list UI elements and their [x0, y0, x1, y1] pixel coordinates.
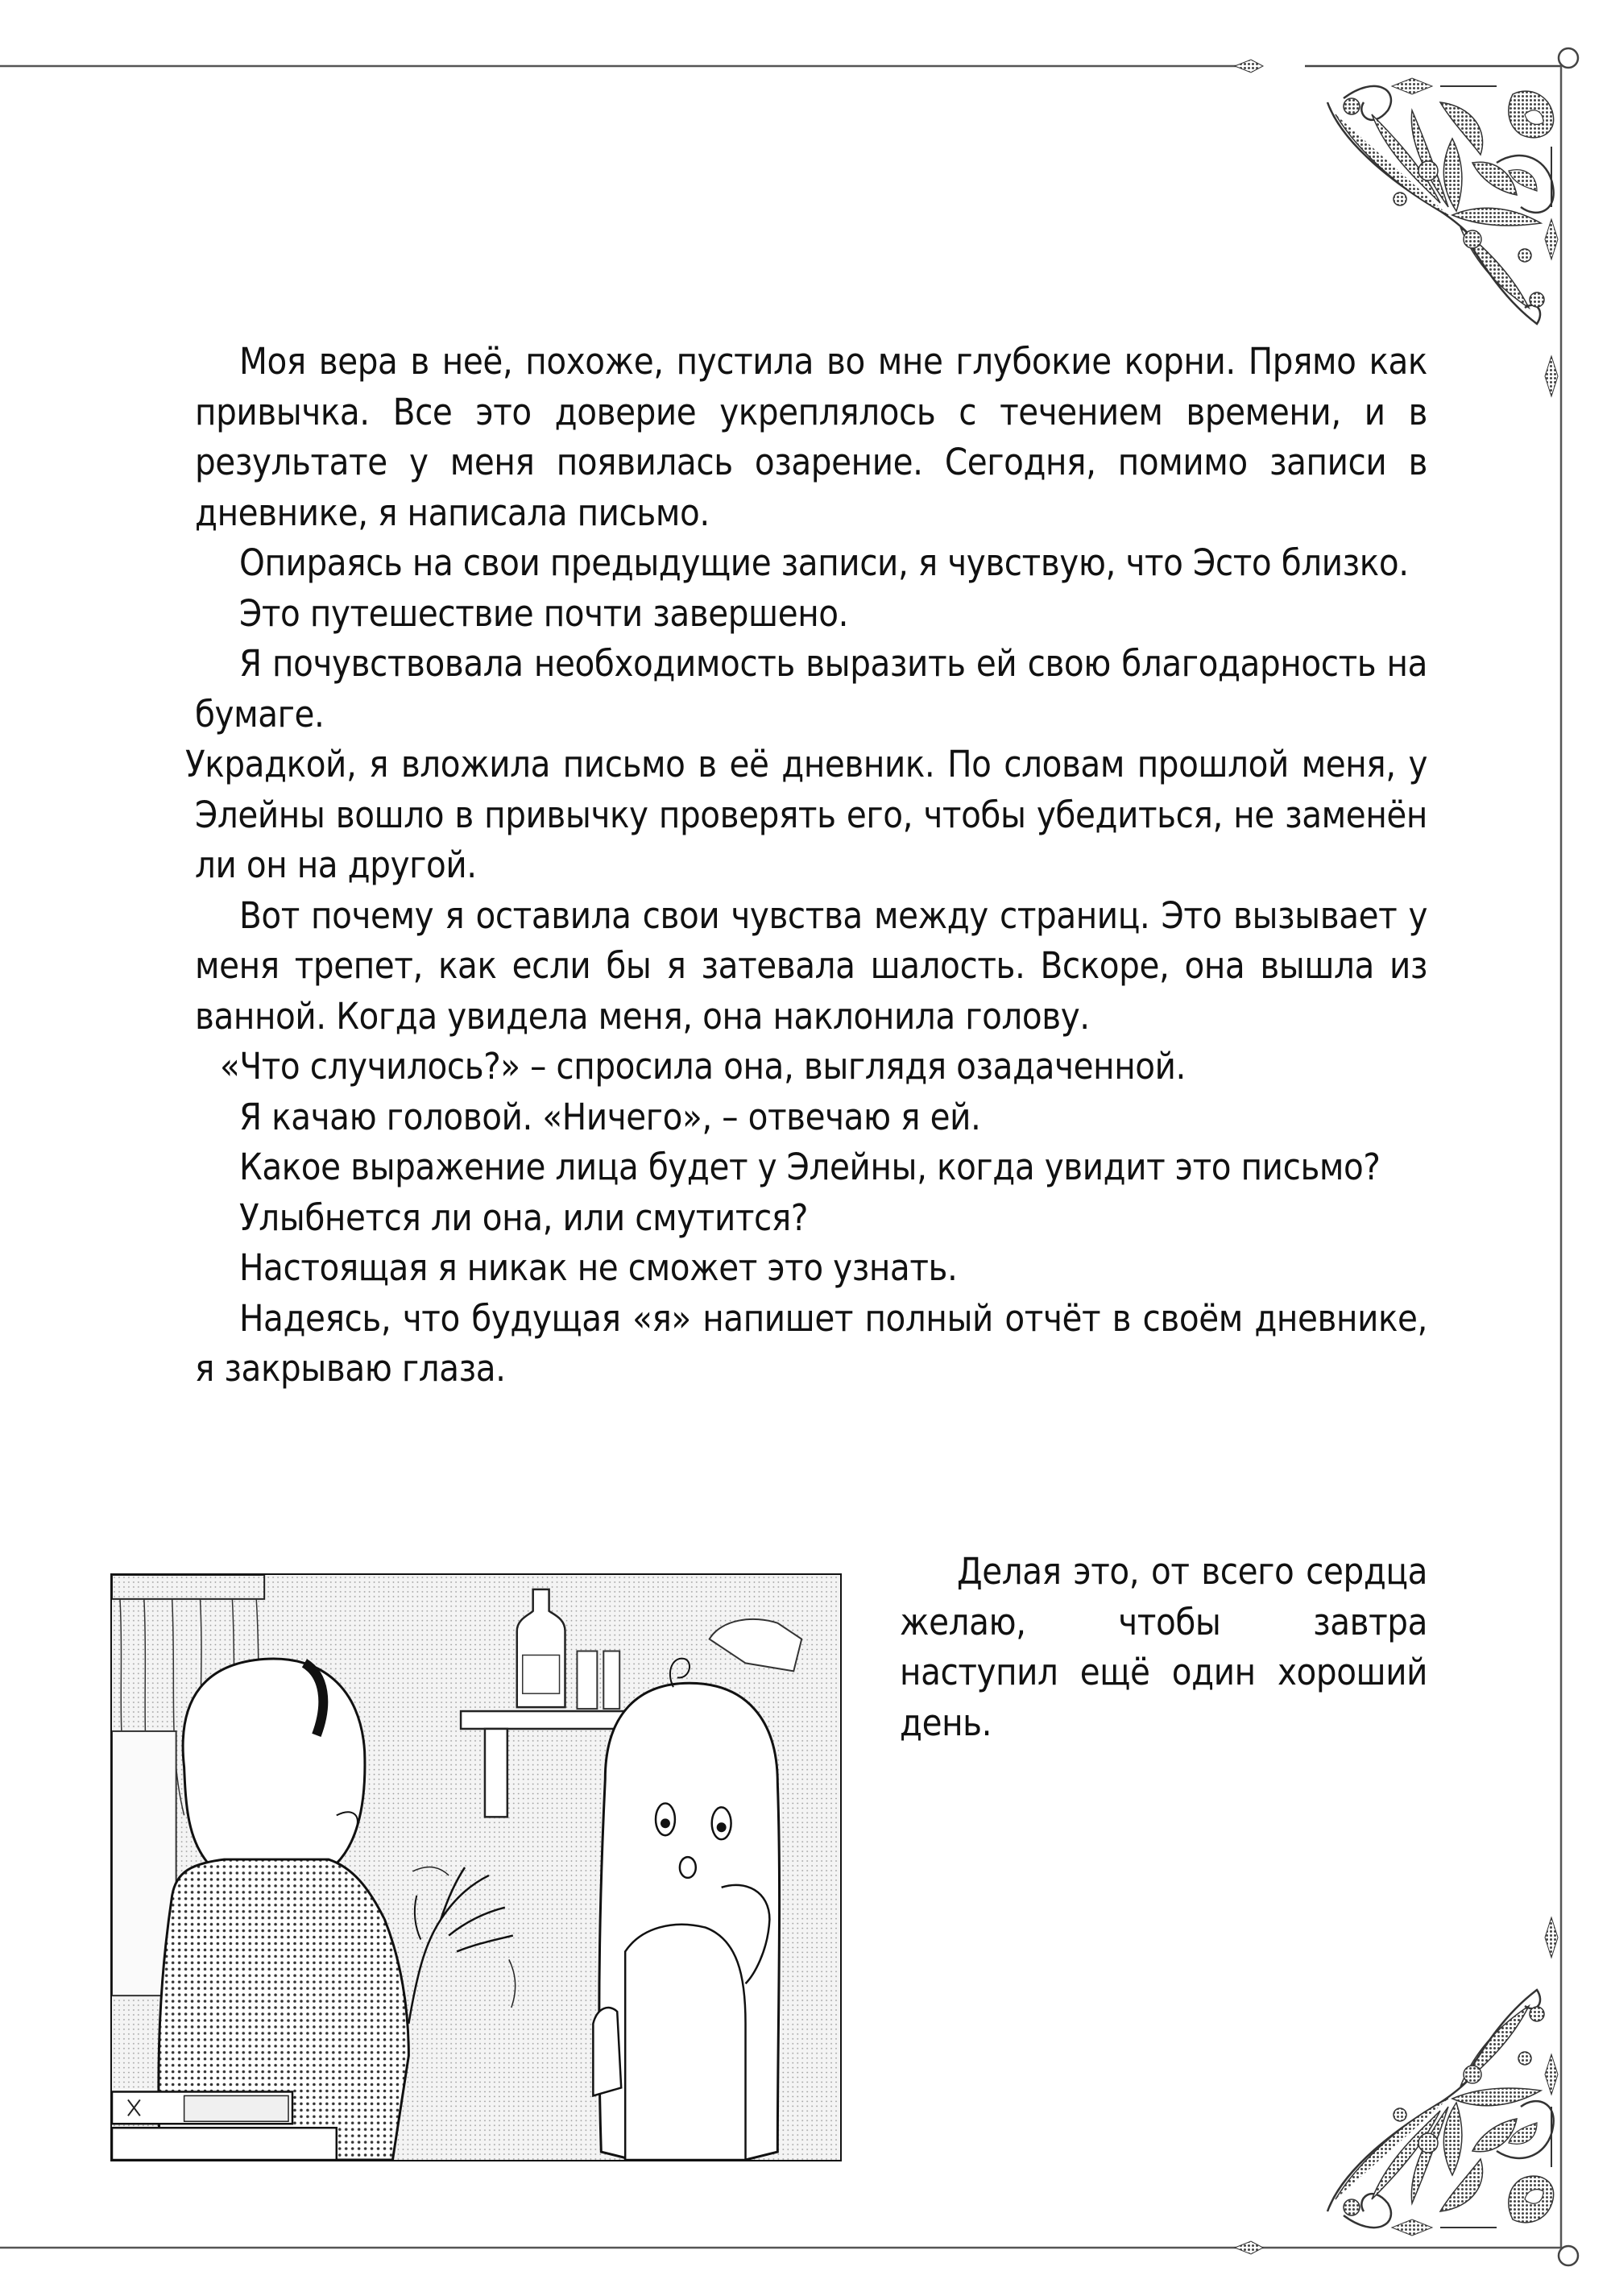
body-text [185, 337, 1427, 1395]
body-paragraph: Украдкой, я вложила письмо в её дневник. По словам прошлой меня, у Элейны вошло в привычку проверять его, чтобы убедиться, не заменён ли он на другой. [185, 743, 1427, 886]
body-paragraph: Моя вера в неё, похоже, пустила во мне глубокие корни. Прямо как привычка. Все это доверие укреплялось с течением времени, и в результате у меня появилась озарение. Сегодня, помимо записи в дневнике, я написала письмо. [195, 340, 1427, 534]
body-paragraph: Настоящая я никак не сможет это узнать. [239, 1246, 958, 1289]
body-paragraph: «Что случилось?» – спросила она, выглядя озадаченной. [220, 1045, 1187, 1088]
side-paragraph: Делая это, от всего сердца желаю, чтобы завтра наступил ещё один хороший день. [900, 1550, 1427, 1744]
body-paragraph: Это путешествие почти завершено. [239, 591, 849, 635]
body-paragraph: Надеясь, что будущая «я» напишет полный отчёт в своём дневнике, я закрываю глаза. [195, 1296, 1427, 1390]
manga-illustration [110, 1573, 842, 2161]
bottom-right-floral-ornament-icon [1235, 1917, 1558, 2254]
body-paragraph: Опираясь на свои предыдущие записи, я чувствую, что Эсто близко. [239, 541, 1409, 584]
body-paragraph: Вот почему я оставила свои чувства между страниц. Это вызывает у меня трепет, как если бы я затевала шалость. Вскоре, она вышла из ванной. Когда увидела меня, она наклонила голову. [195, 893, 1427, 1038]
body-paragraph: Улыбнется ли она, или смутится? [239, 1196, 808, 1239]
body-paragraph: Я почувствовала необходимость выразить ей свою благодарность на бумаге. [195, 642, 1427, 736]
manga-panel-icon [112, 1575, 840, 2160]
body-paragraph: Я качаю головой. «Ничего», – отвечаю я ей. [239, 1095, 981, 1138]
side-text [900, 1547, 1427, 1748]
body-paragraph: Какое выражение лица будет у Элейны, когда увидит это письмо? [239, 1146, 1381, 1188]
